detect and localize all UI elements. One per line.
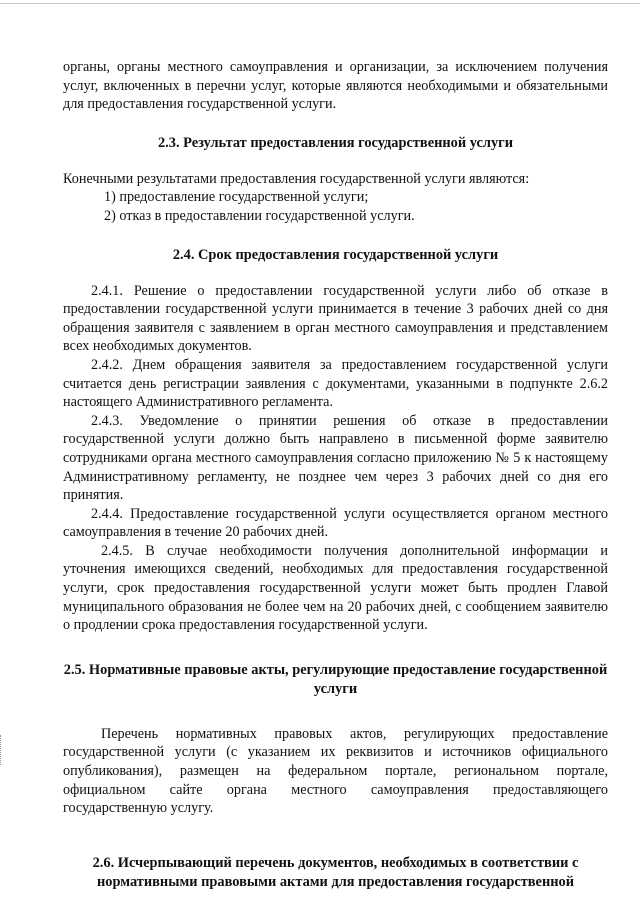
result-item-1: 1) предоставление государственной услуги; (104, 189, 369, 206)
paragraph-2-4-5: 2.4.5. В случае необходимости получения дополнительной информации и уточнения имеющихся сведений, необходимых для предоставления государственной услуги, срок предоставления государственной услуги может быть продлен Главой муниципального образования не более чем на 20 рабочих дней, с сообщением заявителю о продлении срока предоставления государственной услуги. (63, 542, 608, 634)
paragraph-2-4-3: 2.4.3. Уведомление о принятии решения об отказе в предоставлении государственной услуги должно быть направлено в письменной форме заявителю сотрудниками органа местного самоуправления согласно приложению № 5 к настоящему Административному регламенту, не позднее чем через 3 рабочих дней со дня его принятия. (63, 412, 608, 504)
intro-paragraph: органы, органы местного самоуправления и организации, за исключением получения услуг, включенных в перечни услуг, которые являются необходимыми и обязательными для предоставления государственной услуги. (63, 59, 608, 113)
scan-margin-mark (0, 735, 6, 765)
paragraph-2-4-4: 2.4.4. Предоставление государственной услуги осуществляется органом местного самоуправления в течение 20 рабочих дней. (63, 505, 608, 541)
section-2-5-paragraph: Перечень нормативных правовых актов, регулирующих предоставление государственной услуги (с указанием их реквизитов и источников официального опубликования), размещен на федеральном портале, региональном портале, официальном сайте органа местного самоуправления предоставляющего государственную услугу. (63, 725, 608, 817)
scan-edge-line (0, 3, 640, 4)
paragraph-2-4-1: 2.4.1. Решение о предоставлении государственной услуги либо об отказе в предоставлении государственной услуги принимается в течение 3 рабочих дней со дня обращения заявителя с заявлением в орган местного самоуправления и представлением всех необходимых документов. (63, 282, 608, 355)
document-page (63, 58, 608, 892)
result-item-2: 2) отказ в предоставлении государственной услуги. (104, 207, 415, 224)
paragraph-2-4-2: 2.4.2. Днем обращения заявителя за предоставлением государственной услуги считается день регистрации заявления с документами, указанными в подпункте 2.6.2 настоящего Административного регламента. (63, 356, 608, 411)
section-2-4-heading: 2.4. Срок предоставления государственной услуги (172, 246, 499, 263)
section-2-3-heading: 2.3. Результат предоставления государственной услуги (157, 134, 513, 151)
section-2-5-heading: 2.5. Нормативные правовые акты, регулирующие предоставление государственной услуги (63, 661, 608, 697)
section-2-6-heading: 2.6. Исчерпывающий перечень документов, необходимых в соответствии с нормативными правовыми актами для предоставления государственной (92, 854, 579, 890)
section-2-3-lead: Конечными результатами предоставления государственной услуги являются: (63, 170, 530, 187)
